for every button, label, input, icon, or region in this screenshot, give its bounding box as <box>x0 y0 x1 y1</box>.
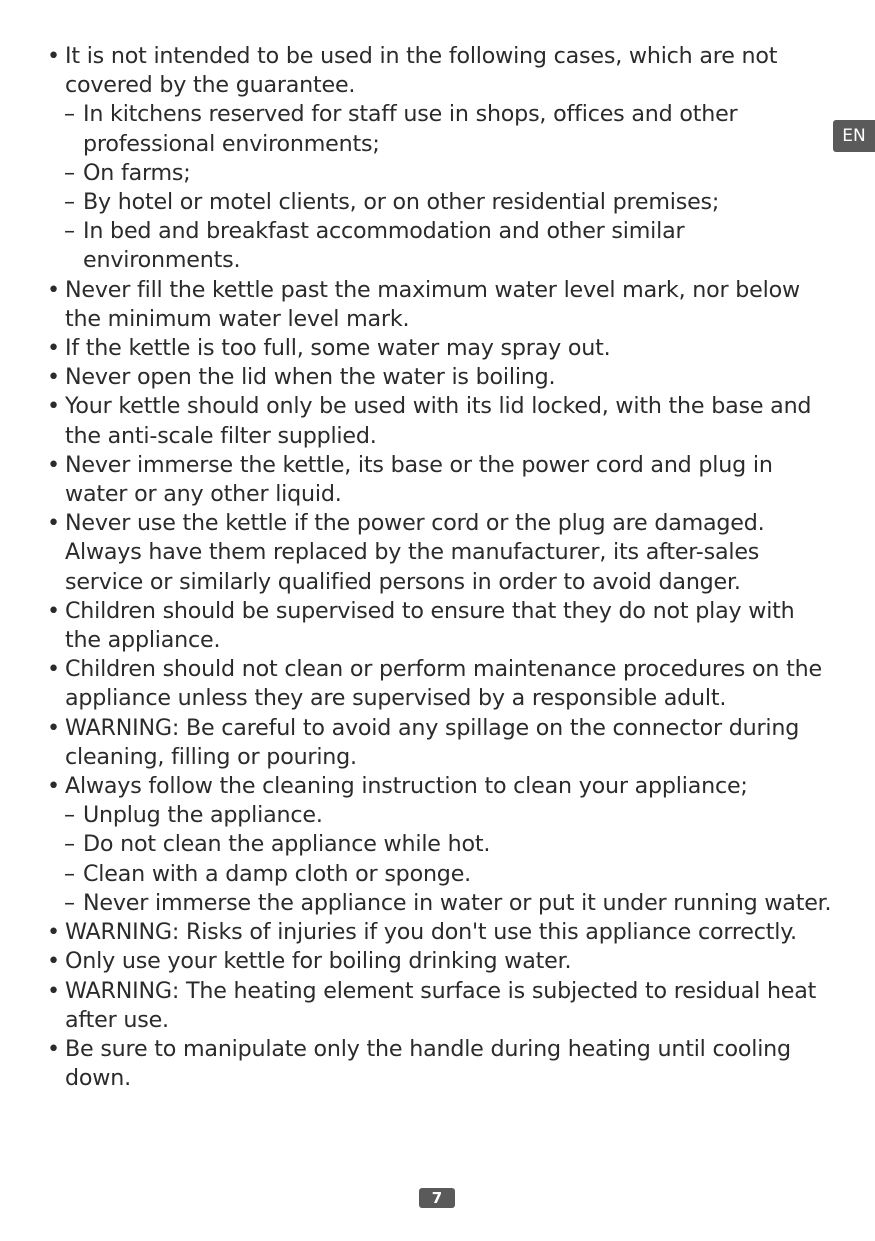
language-tab: EN <box>833 120 875 152</box>
sub-list-item: – In kitchens reserved for staff use in shops, offices and other professional environments; <box>47 100 837 158</box>
list-item: • Never immerse the kettle, its base or the power cord and plug in water or any other liquid. <box>47 451 837 509</box>
list-item: • Children should be supervised to ensure that they do not play with the appliance. <box>47 597 837 655</box>
sub-list-item: – Do not clean the appliance while hot. <box>47 830 837 859</box>
instructions-list <box>47 42 837 1093</box>
list-item: • WARNING: Risks of injuries if you don't use this appliance correctly. <box>47 918 837 947</box>
list-item: • Never use the kettle if the power cord or the plug are damaged. Always have them replaced by the manufacturer, its after-sales service or similarly qualified persons in order to avoid danger. <box>47 509 837 597</box>
list-item: • Your kettle should only be used with its lid locked, with the base and the anti-scale filter supplied. <box>47 392 837 450</box>
sub-list-item: – By hotel or motel clients, or on other residential premises; <box>47 188 837 217</box>
list-item: • Always follow the cleaning instruction to clean your appliance; <box>47 772 837 801</box>
sub-list-item: – Clean with a damp cloth or sponge. <box>47 860 837 889</box>
sub-list-item: – In bed and breakfast accommodation and other similar environments. <box>47 217 837 275</box>
list-item: • WARNING: The heating element surface is subjected to residual heat after use. <box>47 977 837 1035</box>
sub-list-item: – Unplug the appliance. <box>47 801 837 830</box>
list-item: • If the kettle is too full, some water may spray out. <box>47 334 837 363</box>
list-item: • WARNING: Be careful to avoid any spillage on the connector during cleaning, filling or pouring. <box>47 714 837 772</box>
page-number: 7 <box>419 1188 455 1208</box>
sub-list-item: – On farms; <box>47 159 837 188</box>
list-item: • Never open the lid when the water is boiling. <box>47 363 837 392</box>
list-item: • Never fill the kettle past the maximum water level mark, nor below the minimum water level mark. <box>47 276 837 334</box>
list-item: • It is not intended to be used in the following cases, which are not covered by the guarantee. <box>47 42 837 100</box>
list-item: • Be sure to manipulate only the handle during heating until cooling down. <box>47 1035 837 1093</box>
list-item: • Children should not clean or perform maintenance procedures on the appliance unless they are supervised by a responsible adult. <box>47 655 837 713</box>
list-item: • Only use your kettle for boiling drinking water. <box>47 947 837 976</box>
sub-list-item: – Never immerse the appliance in water or put it under running water. <box>47 889 837 918</box>
